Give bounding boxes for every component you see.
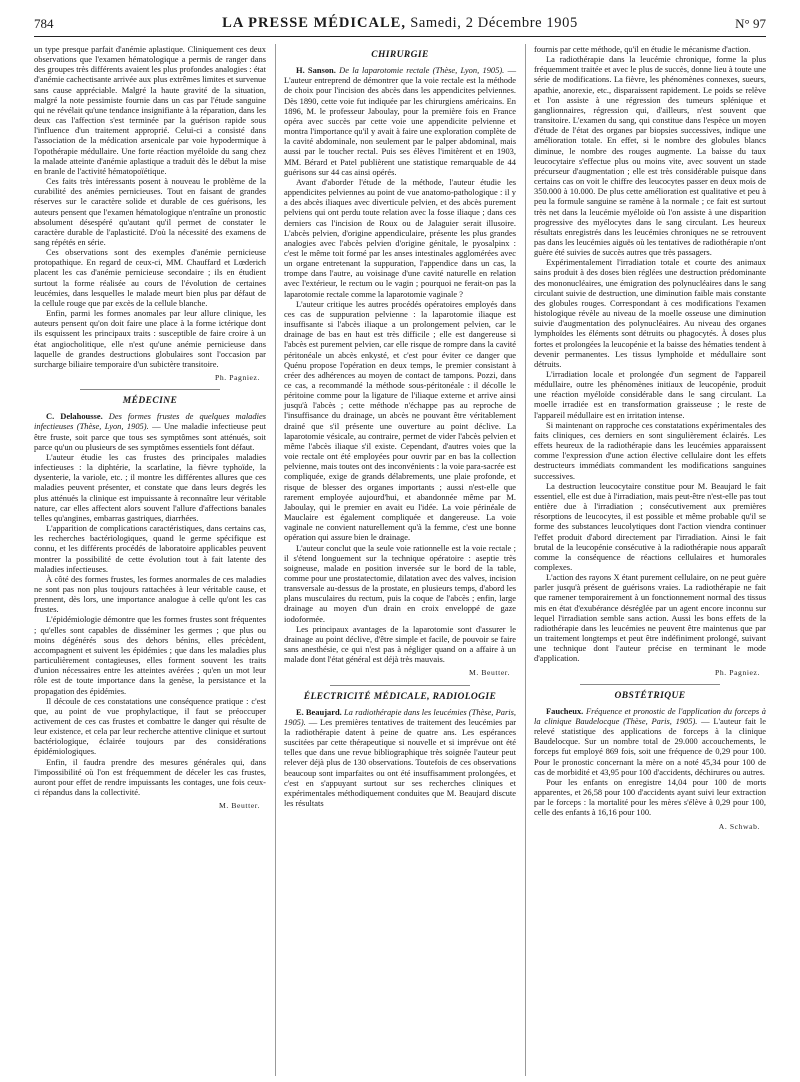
section-heading-chirurgie: CHIRURGIE <box>371 50 429 60</box>
section-heading-obstetrique: OBSTÉTRIQUE <box>614 690 686 701</box>
paragraph: L'irradiation locale et prolongée d'un segment de l'appareil médullaire, outre les phénomènes initiaux de leucopénie, produit une réaction myéloïde considérable dans le sang circulant. La moelle irradiée est en transformation graisseuse ; le reste de l'appareil médullaire est en irritation intense. <box>534 369 766 420</box>
issue-date: Samedi, 2 Décembre 1905 <box>410 15 578 31</box>
column-divider <box>275 44 276 1076</box>
paragraph: Enfin, il faudra prendre des mesures générales qui, dans l'impossibilité où l'on est fréquemment de déceler les cas frustes, auront pour effet de rendre impuissants les contages, une fois ceux-ci répandus dans la collectivité. <box>34 756 266 798</box>
separator-rule <box>330 685 469 686</box>
article-title: Des formes frustes de quelques maladies infectieuses (Thèse, Lyon, 1905). <box>34 411 266 432</box>
paragraph: L'apparition de complications caractéristiques, dans certains cas, les recherches bactériologiques, quand le germe spécifique est connu, et les différents procédés de laboratoire applicables peuvent montrer la possibilité de cette évolution tout à fait latente des maladies infectieuses. <box>34 523 266 574</box>
separator-rule <box>80 389 219 390</box>
signature: Ph. Pagniez. <box>215 373 260 382</box>
article-title: Fréquence et pronostic de l'application du forceps à la clinique Baudelocque (Thèse, Paris, 1905). <box>534 705 767 726</box>
section-heading-medecine: MÉDECINE <box>122 396 178 407</box>
article-lead: — L'auteur entreprend de démontrer que la voie rectale est la méthode de choix pour l'incision des abcès dans les appendicites pelviennes. Dès 1890, cette voie fut indiquée par les chirurgiens américains. En 1896, M. le professeur Jaboulay, pour la première fois en France opéra avec succès par cette voie une appendicite pelvienne et montra l'importance qu'il y avait à faire une exploration complète de la cavité abdominale, non seulement par le palper abdominal, mais aussi par le toucher rectal. Puis ses élèves l'imitèrent et en 1903, MM. Bérard et Patel publièrent une statistique remarquable de 44 guérisons sur 44 cas ainsi opérés. <box>284 65 516 177</box>
paragraph: Expérimentalement l'irradiation totale et courte des animaux sains produit à des doses bien réglées une destruction prédominante des mononucléaires, une émigration des polynucléaires dans le sang circulant suivie de destruction, une diminution faible mais constante des globules rouges. Correspondant à ces modifications l'examen histologique révèle au niveau de la moelle osseuse une diminution suivie d'augmentation des polynucléaires. Au niveau des organes lymphoïdes les éléments sont détruits ou phagocytés. À doses plus fortes et prolongées la leucopénie et la baisse des hématies tendent à devenir permanentes. Les tissus lymphoïde et médullaire sont détruits. <box>534 257 766 369</box>
article-intro <box>284 65 516 177</box>
article-intro <box>284 707 516 809</box>
issue-number: N° 97 <box>735 16 766 31</box>
article-lead: — Les premières tentatives de traitement des leucémies par la radiothérapie datent à peine de quatre ans. Les espérances suscitées par cette thérapeutique si nouvelle et si imprévue ont été telles que dans une revue bibliographique très soignée l'auteur peut relever déjà plus de 130 observations. Toutefois de ces observations beaucoup sont imparfaites ou ont été insuffisamment prolongées, et c'est en s'appuyant surtout sur ses recherches cliniques et expérimentales méthodiquement conduites que M. Beaujard discute les résultats <box>284 716 517 809</box>
masthead <box>34 14 766 37</box>
paragraph: La radiothérapie dans la leucémie chronique, forme la plus fréquemment traitée et avec le plus de succès, donne lieu à toute une série de modifications. La fièvre, les phénomènes connexes, sueurs, apathie, anorexie, etc., disparaissent rapidement. Le poids se relève et l'on assiste à une régression des tumeurs splénique et ganglionnaires, régression qui, d'ailleurs, n'est souvent que transitoire. L'examen du sang, qui constitue dans l'espèce un moyen d'étude de l'état des organes par biopsies successives, indique une amélioration totale. En effet, si le nombre des globules blancs diminue, le nombre des rouges augmente. La baisse du taux leucocytaire s'effectue plus ou moins vite, avec souvent un stade précurseur d'augmentation ; elle est très considérable puisque dans certains cas on voit le chiffre des leucocytes passer en deux mois de 350.000 à 10.000. De plus cette amélioration est qualitative et peu à peu la formule sanguine se ramène à la normale ; ce fait est surtout très net dans la leucémie myéloïde où l'on assiste à une disparition progressive des myélocytes dans le sang circulant. Les heureux résultats enregistrés dans les leucémies chroniques ne se retrouvent pas dans les leucémies aiguës où les tentatives de radiothérapie n'ont guère été suivies de succès autres que très passagers. <box>534 54 766 258</box>
paragraph: L'épidémiologie démontre que les formes frustes sont fréquentes ; qu'elles sont capables de disséminer les germes ; que plus ou moins dégénérés sous des dehors bénins, elles précèdent, accompagnent et suivent les épidémies ; que dans les maladies plus particulièrement contagieuses, elles forment souvent les traits d'union nécessaires entre les atteintes avérées ; qu'en un mot leur rôle est de toute importance dans la genèse, la persistance et la propagation des épidémies. <box>34 614 266 696</box>
article-author: H. Sanson. <box>296 65 336 76</box>
signature: M. Beutter. <box>469 668 510 678</box>
paragraph: un type presque parfait d'anémie aplastique. Cliniquement ces deux observations que l'examen hématologique a permis de ranger dans des groupes très différents avaient les plus profondes analogies : état d'anémie cachectisante arrivée aux plus extrêmes limites et survenue sans cause appréciable. Malgré la haute gravité de la situation, malgré la note pessimiste fournie dans un cas par l'étude sanguine qui ne révélait qu'une tendance insignifiante à la réparation, dans les deux cas l'affection s'est terminée par la guérison rapide sous l'influence d'un traitement approprié. Celui-ci a consisté dans l'association de la médication arsenicale par voie hypodermique à l'opothérapie médullaire. Une forte réaction myéloïde du sang chez la malade atteinte d'anémie aplastique a traduit dès le début la mise en branle de l'activité hématopoïétique. <box>34 44 266 176</box>
article-author: E. Beaujard. <box>296 706 342 717</box>
separator-rule <box>580 684 719 685</box>
paragraph: À côté des formes frustes, les formes anormales de ces maladies ne sont pas non plus toujours rattachées à leur véritable cause, et prennent, dès lors, une importance analogue à celle qu'ont les cas frustes. <box>34 573 266 615</box>
journal-title-line <box>34 15 766 32</box>
journal-page <box>34 14 767 831</box>
paragraph: Ces observations sont des exemples d'anémie pernicieuse protopathique. En regard de ceux-ci, MM. Chauffard et Lœderich placent les cas d'anémie pernicieuse secondaire ; ils en étudient surtout la forme réalisée au cours de l'évolution de certaines leucémies, dans lesquelles le malade meurt bien plus par défaut de la cellule rouge que par excès de la cellule blanche. <box>34 247 266 308</box>
paragraph: Enfin, parmi les formes anomales par leur allure clinique, les auteurs pensent qu'on doit faire une place à la forme ictérique dont ils esquissent les principaux traits : susceptible de faire croire à un état angiocholitique, elle n'est qu'une anémie pernicieuse dans laquelle de grandes destructions globulaires sont l'occasion par surcharge biliaire temporaire d'un subictère transitoire. <box>34 308 266 369</box>
paragraph: La destruction leucocytaire constitue pour M. Beaujard le fait essentiel, elle est due à l'irradiation, mais peut-être n'est-elle pas tout entière due à l'irradiation ; consécutivement aux premières résorptions de leucocytes, il est possible et même probable qu'il se forme des substances leucolytiques dont l'action viendra continuer l'effet produit d'abord directement par l'irradiation. Ainsi le fait brutal de la leucopénie consécutive à la radiothérapie nous apparaît comme la conséquence de réactions cellulaires et humorales complexes. <box>534 480 766 572</box>
signature: Ph. Pagniez. <box>715 667 760 677</box>
article-title: De la laparotomie rectale (Thèse, Lyon, 1905). <box>339 65 505 76</box>
paragraph: Il découle de ces constatations une conséquence pratique : c'est que, au point de vue prophylactique, il faut se préoccuper activement de ces cas frustes et combattre le danger qui résulte de leur existence, et cela par leur recherche attentive clinique et surtout bactériologique, éclairée toujours par des considérations épidémiologiques. <box>34 695 266 757</box>
paragraph: L'auteur conclut que la seule voie rationnelle est la voie rectale ; il s'étend longuement sur la technique opératoire : aseptie très soigneuse, malade en position inversée sur le bord de la table, comme pour une prostatectomie, dilatation avec des valves, incision transversale au-dessus de la prostate, en plusieurs temps, d'abord les plans musculaires du rectum, puis la coque de l'abcès ; enfin, large drainage au moyen d'un drain en croix enveloppé de gaze iodoformée. <box>284 542 516 624</box>
paragraph: L'action des rayons X étant purement cellulaire, on ne peut guère parler jusqu'à présent de guérisons vraies. La radiothérapie ne fait que ramener temporairement à un fonctionnement normal des tissus mis en état d'exubérance désréglée par un agent encore inconnu sur lequel l'irradiation semble sans action. Aussi les bons effets de la radiothérapie dans les leucémies ne peuvent être maintenus que par un traitement longtemps et peut être indéfiniment prolongé, suivant une technique dont l'auteur précise en terminant le mode d'application. <box>534 572 766 664</box>
paragraph: Si maintenant on rapproche ces constatations expérimentales des faits cliniques, ces derniers en sont singulièrement éclairés. Les effets heureux de la radiothérapie dans les leucémies apparaissent comme l'expression d'une action élective cellulaire dont les effets destructeurs immédiats commandent les modifications sanguines successives. <box>534 419 766 481</box>
article-intro <box>34 411 266 452</box>
article-lead: — Une maladie infectieuse peut être fruste, soit parce que tous ses symptômes sont atténués, soit parce qu'un ou plusieurs de ses symptômes essentiels font défaut. <box>34 421 266 452</box>
paragraph: L'auteur étudie les cas frustes des principales maladies infectieuses : la diphtérie, la scarlatine, la fièvre typhoïde, la dysenterie, la variole, etc. ; il montre les différentes allures que ces maladies peuvent présenter, et constate que dans leurs degrés les plus atténués la clinique est impuissante à reconnaître leur véritable nature, car elles affectent alors souvent l'allure d'affections banales telles qu'angines, embarras gastriques, diarrhées. <box>34 451 266 523</box>
paragraph: Avant d'aborder l'étude de la méthode, l'auteur étudie les appendicites pelviennes au point de vue anatomo-pathologique : il y a des abcès iliaques avec diverticule pelvien, et des abcès purement pelviens qui ont perdu toute relation avec la fosse iliaque ; dans ces derniers cas l'incision de Roux ou de Jalaguier serait illusoire. L'abcès pelvien, d'origine appendiculaire, présente les plus grandes analogies avec l'abcès pelvien d'origine génitale, le pyosalpinx : c'est le même toit formé par les anses intestinales agglomérées avec un organe entretenant la suppuration, l'appendice dans un cas, la trompe dans l'autre, au voisinage d'une cavité naturelle en relation avec l'extérieur, le rectum ou le vagin ; pourquoi ne ferait-on pas la laparotomie rectale comme la laparotomie vaginale ? <box>284 176 516 299</box>
paragraph: Ces faits très intéressants posent à nouveau le problème de la curabilité des anémies pernicieuses. Tout en faisant de grandes réserves sur le caractère solide et durable de ces guérisons, les auteurs pensent que l'examen hématologique n'entraîne un pronostic absolument désespéré qu'autant qu'il permet de constater le caractère durable de l'aplasticité. D'où la nécessité des examens de sang répétés en série. <box>34 176 266 247</box>
paragraph: L'auteur critique les autres procédés opératoires employés dans ces cas de suppuration pelvienne : la laparotomie iliaque est insuffisante si l'abcès iliaque a un prolongement pelvien, car le drainage de bas en haut est très difficile ; elle est dangereuse si l'abcès est purement pelvien, car elle risque de rompre dans la cavité péritonéale un abcès enkysté, et c'est pour éviter ce danger que Quénu propose l'opération en deux temps, le premier consistant à créer des adhérences au moyen de contact de tampons. Pozzi, dans ce cas, a recommandé la méthode sous-péritonéale : il décolle le péritoine comme pour la ligature de l'iliaque externe et arrive ainsi jusqu'à l'abcès ; cette méthode n'échappe pas au reproche de l'insuffisance du drainage, un abcès ne pouvant être véritablement drainé que s'il présente une ouverture au point déclive. La laparotomie vésicale, au contraire, permet de vider l'abcès pelvien et même l'abcès iliaque s'il existe. Cependant, d'autres voies que la voie rectale ont été employées pour ouvrir par en bas la collection pelvienne, mais toutes ont des inconvénients : la voie para-sacrée est compliquée, exige de grands délabrements, une plaie profonde, et risque de blesser des organes importants ; aussi n'est-elle que rarement employée aujourd'hui, et abandonnée même par M. Jaboulay, qui le premier en avait eu l'idée. La voie périnéale de Mauclaire est également compliquée et dangereuse. La voie vaginale ne convient naturellement qu'à la femme, c'est une bonne opération qui assure bien le drainage. <box>284 298 516 543</box>
paragraph: Pour les enfants on enregistre 14,04 pour 100 de morts apparentes, et 26,58 pour 100 d'accidents ayant suivi leur extraction par le forceps : la mortalité pour les mères s'élève à 0,29 pour 100, celle des enfants à 16,16 pour 100. <box>534 776 766 818</box>
page-number: 784 <box>34 16 54 31</box>
article-author: C. Delahousse. <box>46 411 103 422</box>
journal-name: LA PRESSE MÉDICALE, <box>222 15 406 31</box>
signature: M. Beutter. <box>219 801 260 811</box>
column-divider <box>525 44 526 1076</box>
column-right <box>534 44 766 838</box>
column-middle <box>284 44 516 808</box>
article-author: Faucheux. <box>546 705 584 716</box>
section-heading-electricite: ÉLECTRICITÉ MÉDICALE, RADIOLOGIE <box>303 691 497 702</box>
signature: A. Schwab. <box>718 821 760 831</box>
article-intro <box>534 706 766 777</box>
paragraph: fournis par cette méthode, qu'il en étudie le mécanisme d'action. <box>534 44 751 54</box>
article-title: La radiothérapie dans les leucémies (Thèse, Paris, 1905). <box>284 706 516 727</box>
column-left <box>34 44 266 817</box>
paragraph: Les principaux avantages de la laparotomie sont d'assurer le drainage au point déclive, d'être simple et facile, de pouvoir se faire sans anesthésie, ce qui n'est pas à négliger quand on a affaire à un malade dont l'état général est déjà très mauvais. <box>284 623 516 665</box>
article-columns <box>34 44 766 1076</box>
article-lead: — L'auteur fait le relevé statistique des applications de forceps à la clinique Baudelocque. Sur un nombre total de 29.000 accouchements, le forceps fut employé 869 fois, soit une fréquence de 0,29 pour 100. Pour le pronostic concernant la mère on a noté 45,34 pour 100 de cas de morbidité et 43,95 pour 100 d'accidents, déchirures ou autres. <box>534 716 766 777</box>
